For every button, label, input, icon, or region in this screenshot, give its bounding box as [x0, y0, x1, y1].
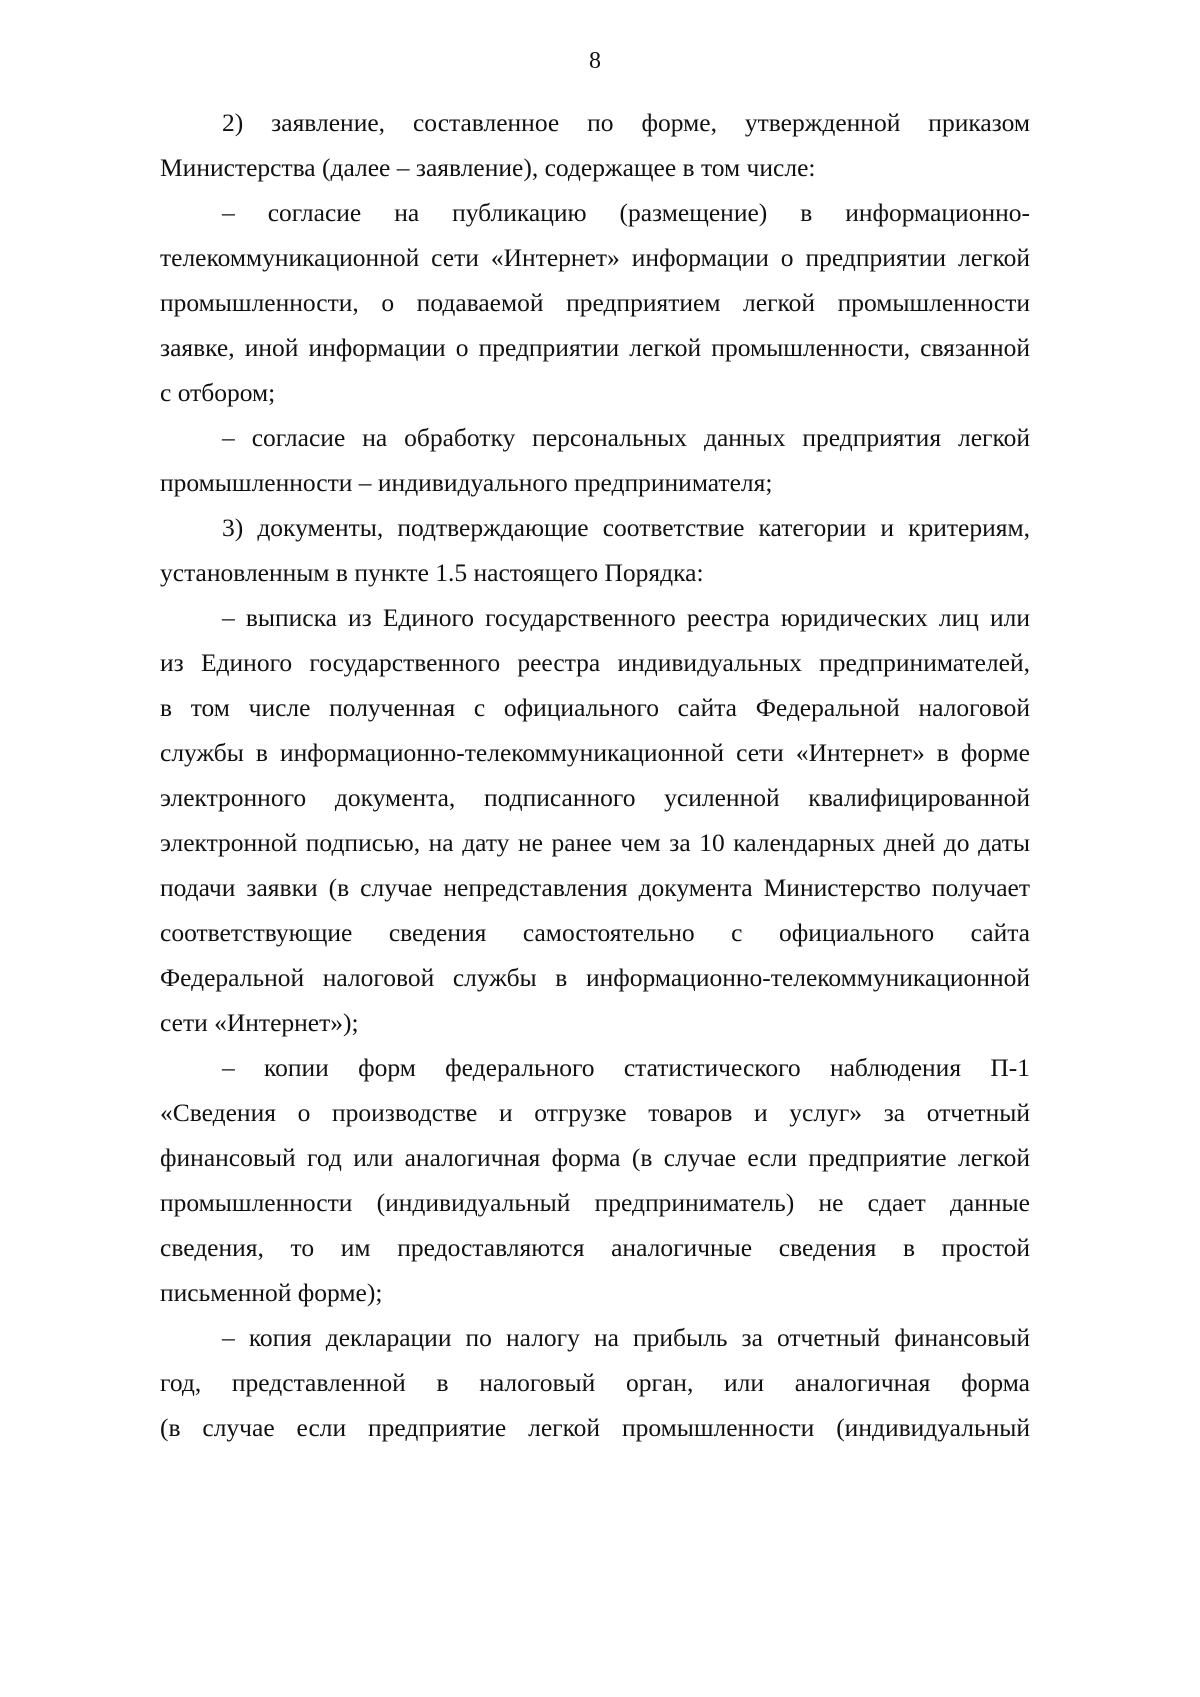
page-number: 8: [589, 48, 601, 74]
text-line: «Сведения о производстве и отгрузке товаров и услуг» за отчетный: [160, 1098, 1030, 1127]
paragraph: [160, 595, 1030, 1045]
text-line: телекоммуникационной сети «Интернет» информации о предприятии легкой: [160, 243, 1030, 272]
text-line: в том числе полученная с официального сайта Федеральной налоговой: [160, 693, 1030, 722]
text-line: подачи заявки (в случае непредставления документа Министерство получает: [160, 873, 1030, 902]
text-line: – копия декларации по налогу на прибыль за отчетный финансовый: [222, 1323, 1030, 1352]
text-line: 3) документы, подтверждающие соответствие категории и критериям,: [222, 513, 1030, 542]
text-line: электронной подписью, на дату не ранее чем за 10 календарных дней до даты: [160, 828, 1030, 857]
text-line: сети «Интернет»);: [160, 1008, 359, 1037]
text-line: письменной форме);: [160, 1278, 383, 1307]
text-line: – согласие на публикацию (размещение) в информационно-: [222, 198, 1030, 227]
paragraph: [160, 415, 1030, 505]
text-line: службы в информационно-телекоммуникационной сети «Интернет» в форме: [160, 738, 1030, 767]
paragraph: [160, 190, 1030, 415]
text-line: 2) заявление, составленное по форме, утвержденной приказом: [222, 108, 1030, 137]
text-line: из Единого государственного реестра индивидуальных предпринимателей,: [160, 648, 1030, 677]
document-body: [160, 100, 1030, 1450]
text-line: заявке, иной информации о предприятии легкой промышленности, связанной: [160, 333, 1030, 362]
text-line: соответствующие сведения самостоятельно с официального сайта: [160, 918, 1030, 947]
paragraph: [160, 1315, 1030, 1450]
text-line: (в случае если предприятие легкой промышленности (индивидуальный: [160, 1413, 1030, 1442]
text-line: с отбором;: [160, 378, 276, 407]
text-line: финансовый год или аналогичная форма (в случае если предприятие легкой: [160, 1143, 1030, 1172]
text-line: промышленности, о подаваемой предприятием легкой промышленности: [160, 288, 1030, 317]
text-line: промышленности – индивидуального предпринимателя;: [160, 468, 773, 497]
text-line: установленным в пункте 1.5 настоящего Порядка:: [160, 558, 704, 587]
paragraph: [160, 1045, 1030, 1315]
text-line: – согласие на обработку персональных данных предприятия легкой: [222, 423, 1030, 452]
text-line: – копии форм федерального статистического наблюдения П-1: [222, 1053, 1030, 1082]
text-line: год, представленной в налоговый орган, или аналогичная форма: [160, 1368, 1030, 1397]
text-line: – выписка из Единого государственного реестра юридических лиц или: [222, 603, 1030, 632]
text-line: Федеральной налоговой службы в информационно-телекоммуникационной: [160, 963, 1030, 992]
text-line: Министерства (далее – заявление), содержащее в том числе:: [160, 153, 816, 182]
paragraph: [160, 100, 1030, 190]
text-line: промышленности (индивидуальный предприниматель) не сдает данные: [160, 1188, 1030, 1217]
paragraph: [160, 505, 1030, 595]
text-line: сведения, то им предоставляются аналогичные сведения в простой: [160, 1233, 1030, 1262]
text-line: электронного документа, подписанного усиленной квалифицированной: [160, 783, 1030, 812]
